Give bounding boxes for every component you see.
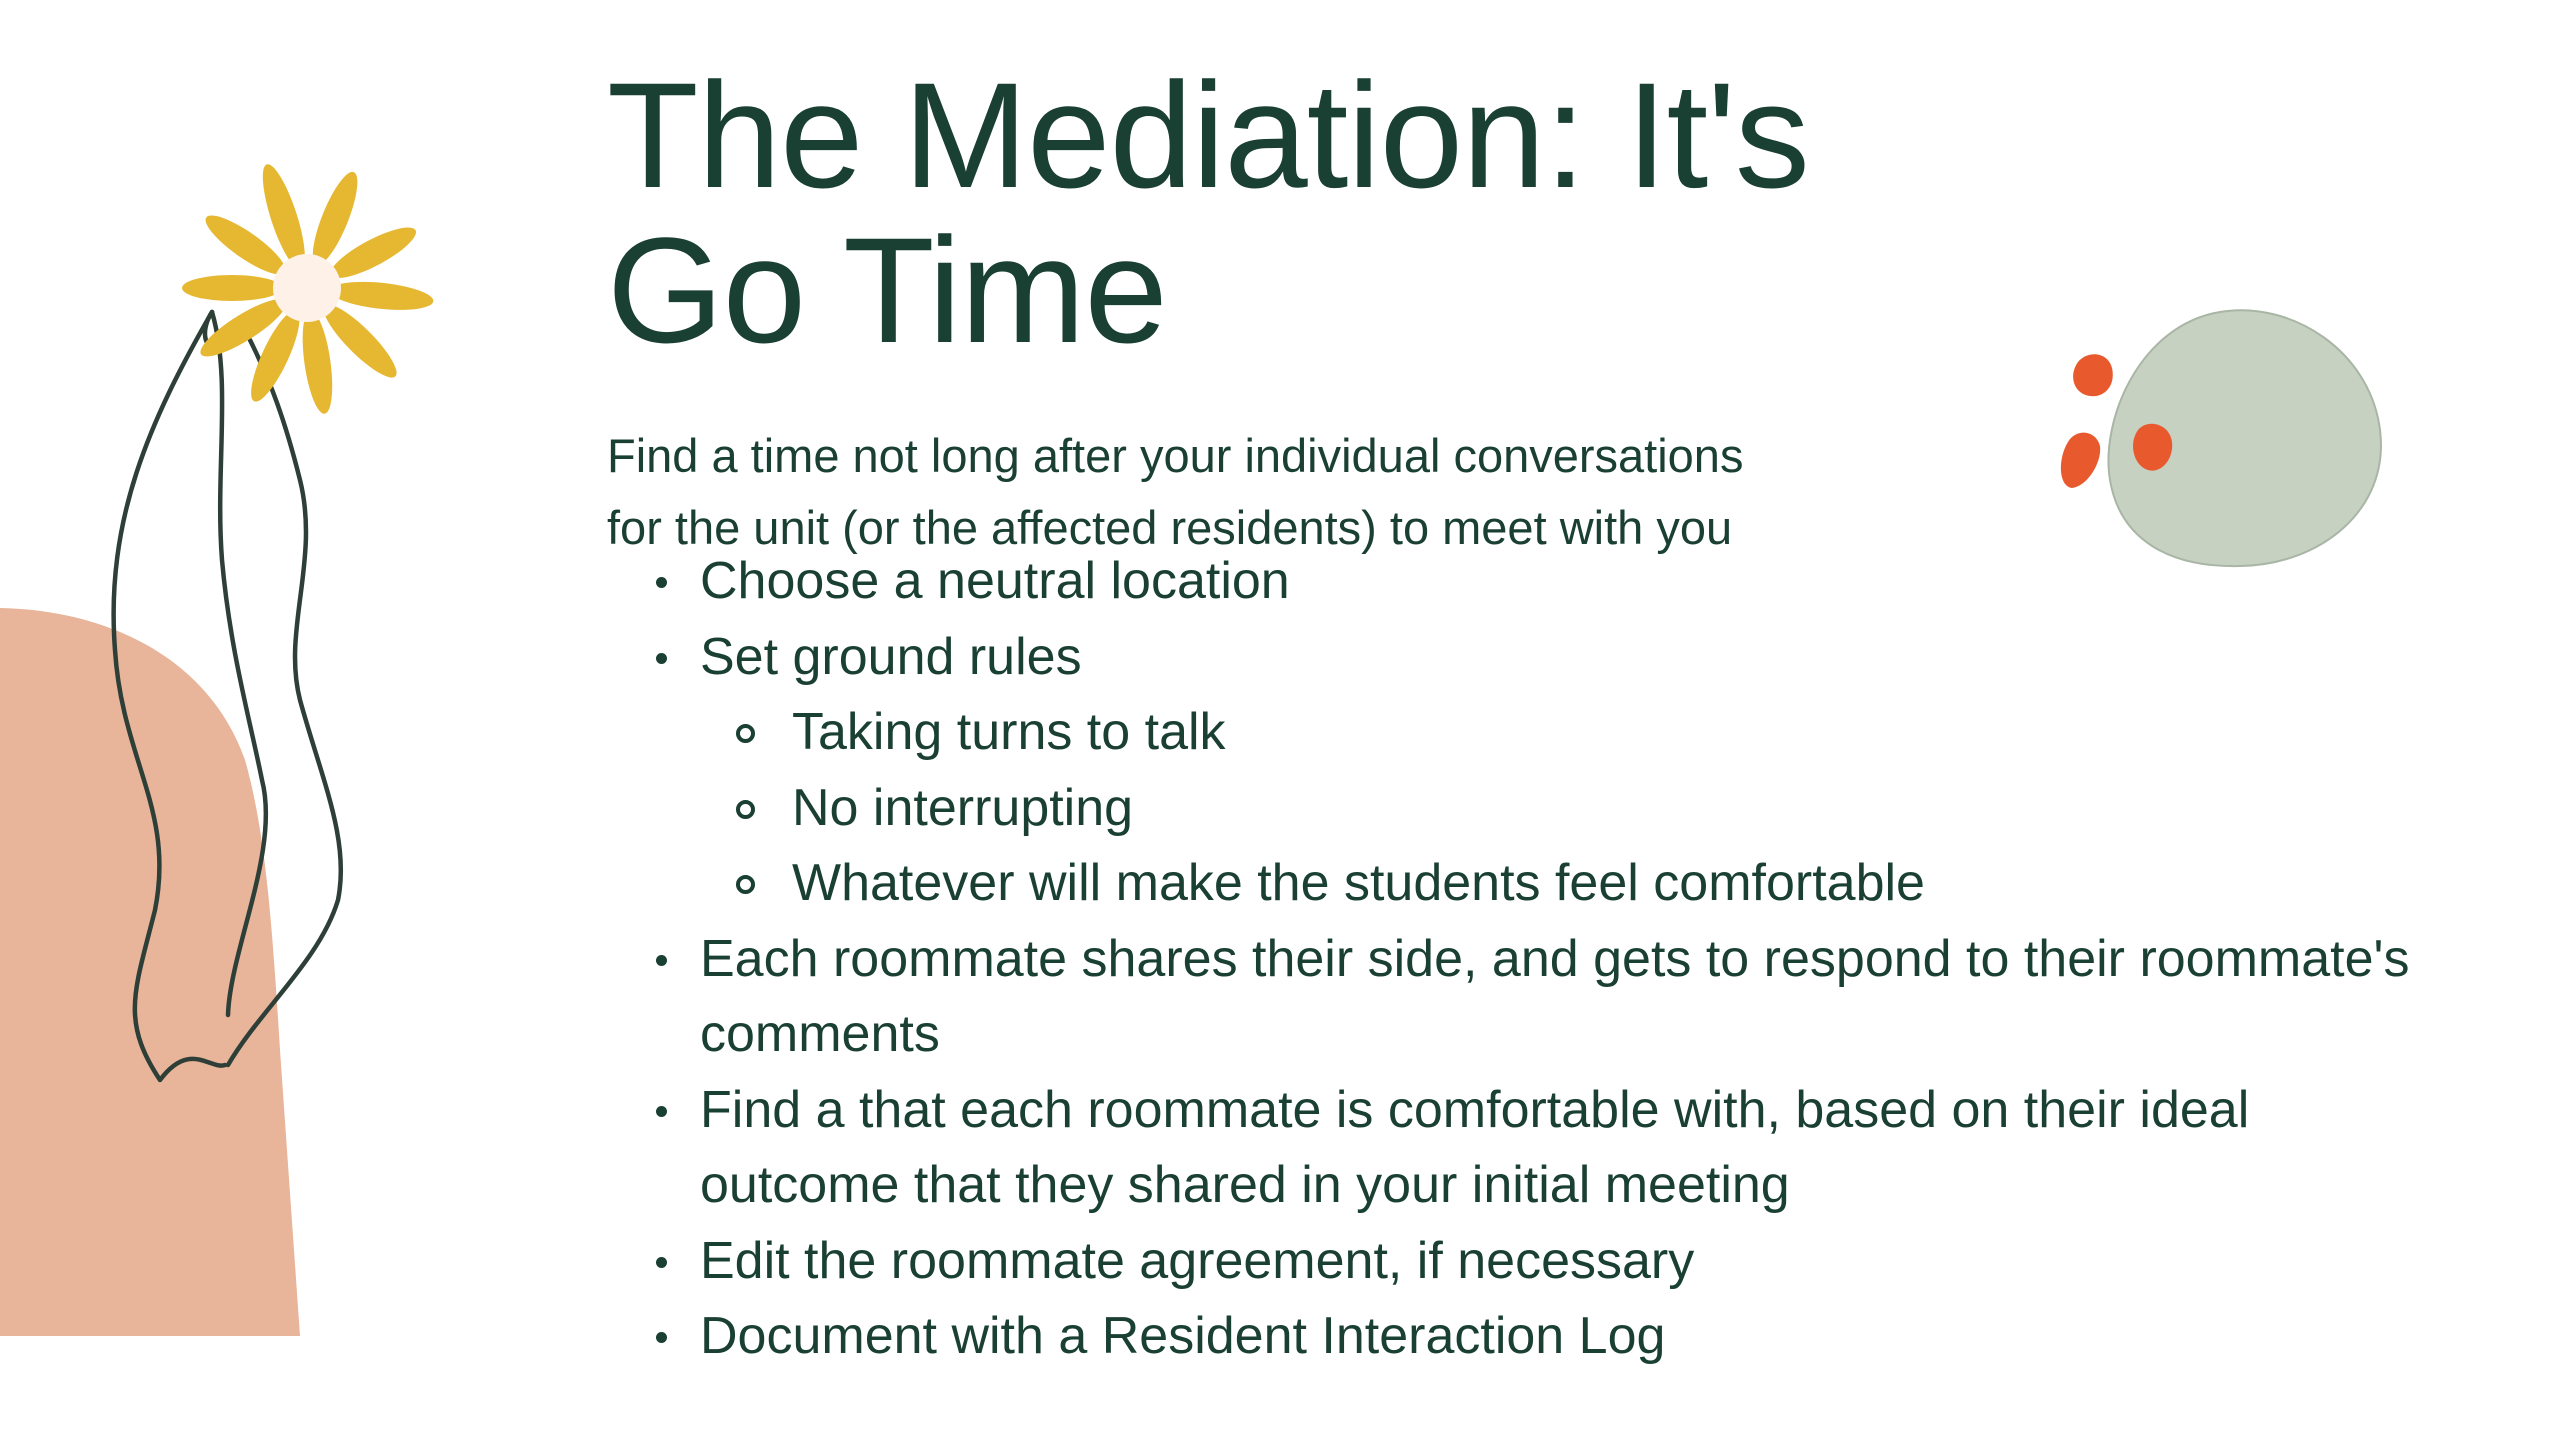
orange-dot-1 bbox=[2073, 354, 2113, 396]
intro-line: for the unit (or the affected residents) to meet with you bbox=[607, 501, 1733, 554]
sub-bullet-item: Whatever will make the students feel comfortable bbox=[640, 846, 2440, 922]
intro-line: Find a time not long after your individual conversations bbox=[607, 429, 1744, 482]
peach-arch-shape bbox=[0, 608, 300, 1336]
flower-with-stem-icon bbox=[0, 0, 460, 1440]
sub-bullet-item: No interrupting bbox=[640, 771, 2440, 847]
bullet-item: Set ground rules bbox=[640, 620, 2440, 696]
bullet-list bbox=[640, 544, 2440, 1375]
intro-paragraph bbox=[607, 420, 1907, 564]
bullet-item: Edit the roommate agreement, if necessary bbox=[640, 1224, 2440, 1300]
bullet-item: Each roommate shares their side, and gets to respond to their roommate's comments bbox=[640, 922, 2440, 1073]
bullet-item: Document with a Resident Interaction Log bbox=[640, 1299, 2440, 1375]
sub-bullet-item: Taking turns to talk bbox=[640, 695, 2440, 771]
bullet-item: Find a that each roommate is comfortable with, based on their ideal outcome that they shared in your initial meeting bbox=[640, 1073, 2440, 1224]
bullet-item: Choose a neutral location bbox=[640, 544, 2440, 620]
flower-center bbox=[273, 254, 341, 322]
orange-dot-2 bbox=[2061, 433, 2100, 488]
slide-title: The Mediation: It's Go Time bbox=[607, 51, 1809, 374]
